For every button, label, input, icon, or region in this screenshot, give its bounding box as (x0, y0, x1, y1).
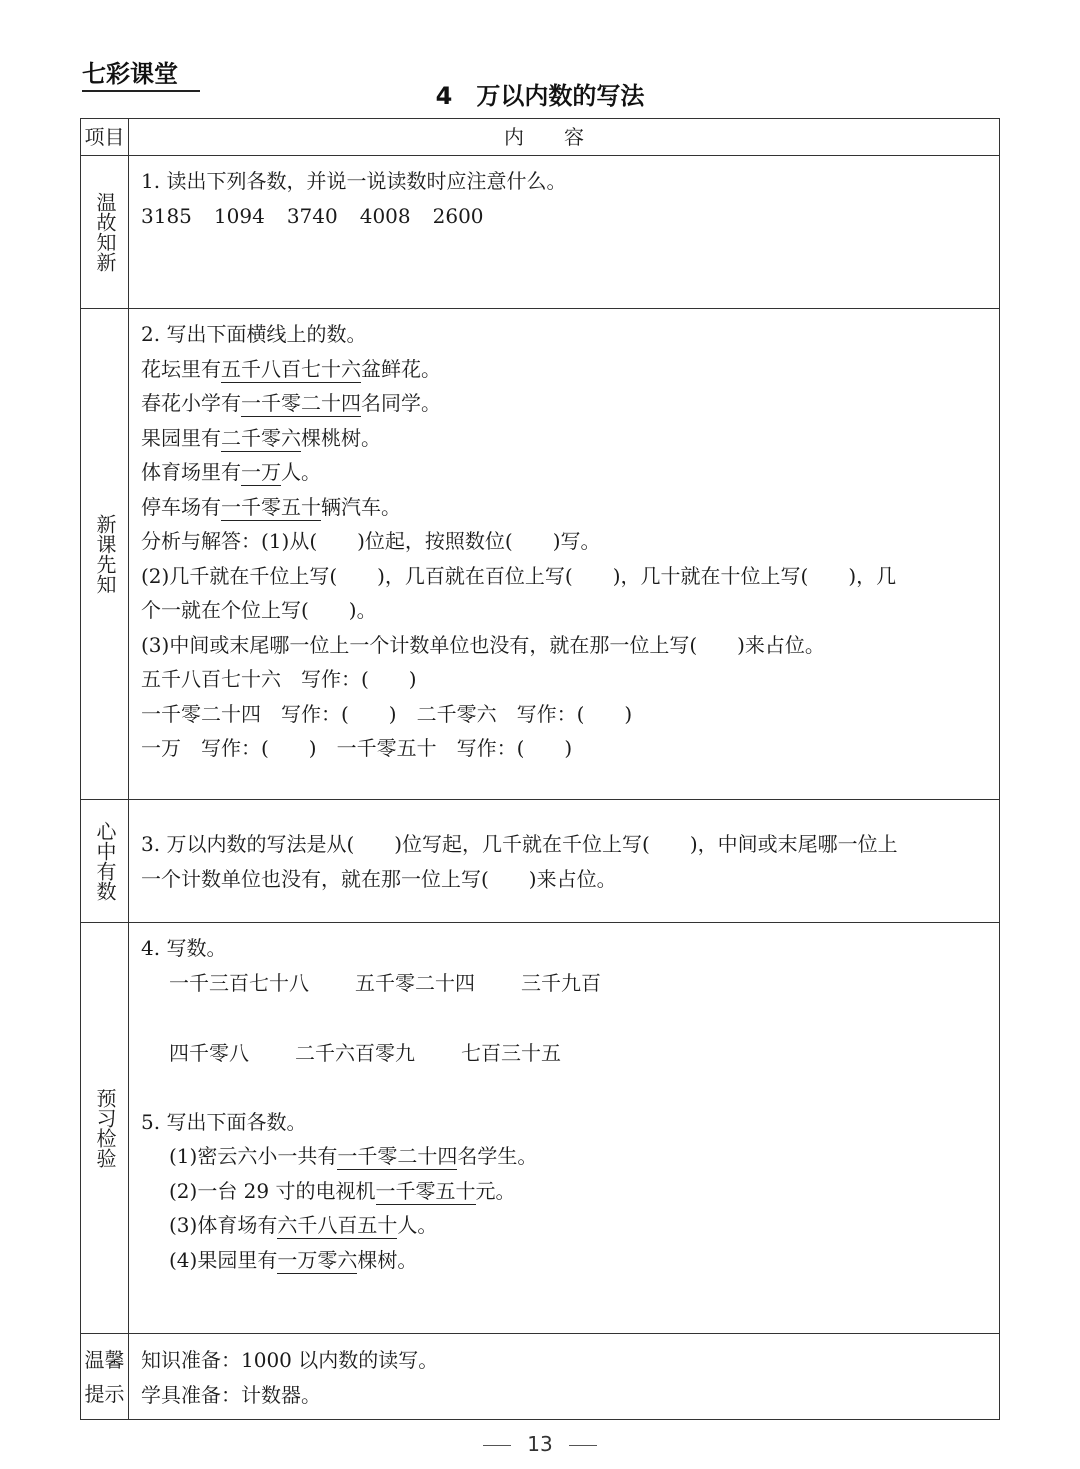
underlined-number: 一千零五十 (375, 1178, 476, 1203)
section-label: 温馨 提示 (81, 1334, 129, 1419)
item: (2)一台 29 寸的电视机一千零五十元。 (169, 1178, 516, 1203)
number-word: 五千零二十四 (355, 970, 475, 995)
section-content (129, 800, 999, 922)
number: 3740 (286, 203, 338, 228)
analysis-line: 一万 写作：( ) 一千零五十 写作：( ) (141, 736, 573, 760)
underlined-number: 一万零六 (277, 1247, 358, 1272)
number-word: 四千零八 (169, 1041, 249, 1065)
question-4: 4. 写数。 (141, 936, 227, 960)
number-word: 二千六百零九 (295, 1041, 415, 1065)
section-summary (81, 800, 999, 923)
number-word: 三千九百 (521, 970, 601, 995)
section-label: 心中有数 (81, 800, 129, 922)
number: 4008 (359, 203, 411, 228)
analysis-line: 一千零二十四 写作：( ) 二千零六 写作：( ) (141, 701, 633, 726)
item: (4)果园里有一万零六棵树。 (169, 1247, 418, 1272)
underlined-number: 六千八百五十 (277, 1213, 398, 1237)
question-5: 5. 写出下面各数。 (141, 1109, 307, 1134)
sentence: 停车场有一千零五十辆汽车。 (141, 494, 401, 519)
sentence: 体育场里有一万人。 (141, 460, 321, 484)
header-item: 项目 (81, 119, 129, 155)
underlined-number: 五千八百七十六 (221, 356, 361, 381)
section-label: 预习检验 (81, 923, 129, 1333)
table-header-row (81, 119, 999, 156)
question-1: 1. 读出下列各数，并说一说读数时应注意什么。 (141, 169, 567, 193)
item: (3)体育场有六千八百五十人。 (169, 1213, 438, 1237)
analysis-line: (2)几千就在千位上写( )，几百就在百位上写( )，几十就在十位上写( )，几 (141, 563, 897, 588)
sentence: 果园里有二千零六棵桃树。 (141, 425, 381, 450)
item: (1)密云六小一共有一千零二十四名学生。 (169, 1144, 538, 1168)
analysis-line: 个一就在个位上写( )。 (141, 598, 377, 622)
section-content (129, 1334, 999, 1419)
section-label: 新课先知 (81, 309, 129, 799)
section-content (129, 156, 999, 308)
page-number: 13 (0, 1432, 1080, 1456)
section-new-lesson (81, 309, 999, 800)
number: 2600 (432, 203, 484, 228)
tip-line: 学具准备：计数器。 (141, 1382, 321, 1407)
underlined-number: 一万 (241, 460, 281, 484)
number: 3185 (141, 203, 192, 228)
section-label: 温故知新 (81, 156, 129, 308)
section-review (81, 156, 999, 309)
write-number-row (141, 966, 989, 1001)
analysis-line: 五千八百七十六 写作：( ) (141, 667, 417, 691)
section-tips (81, 1334, 999, 1419)
summary-line: 一个计数单位也没有，就在那一位上写( )来占位。 (141, 866, 617, 891)
section-content (129, 309, 999, 799)
number-list (141, 199, 989, 234)
header-content: 内容 (504, 125, 624, 149)
underlined-number: 一千零二十四 (337, 1144, 458, 1168)
write-number-row (141, 1036, 989, 1071)
sentence: 花坛里有五千八百七十六盆鲜花。 (141, 356, 441, 381)
summary-line: 3. 万以内数的写法是从( )位写起，几千就在千位上写( )，中间或末尾哪一位上 (141, 832, 898, 856)
sentence: 春花小学有一千零二十四名同学。 (141, 391, 441, 415)
underlined-number: 一千零五十 (221, 494, 321, 519)
number-word: 七百三十五 (461, 1041, 561, 1065)
analysis-line: (3)中间或末尾哪一位上一个计数单位也没有，就在那一位上写( )来占位。 (141, 632, 825, 657)
underlined-number: 一千零二十四 (241, 391, 361, 415)
worksheet-table (80, 118, 1000, 1420)
analysis-line: 分析与解答：(1)从( )位起，按照数位( )写。 (141, 529, 601, 553)
underlined-number: 二千零六 (221, 425, 301, 450)
number-word: 一千三百七十八 (169, 970, 309, 995)
section-preview-check (81, 923, 999, 1334)
brand-text: 七彩课堂 (82, 60, 178, 88)
tip-line: 知识准备：1000 以内数的读写。 (141, 1348, 439, 1372)
question-2: 2. 写出下面横线上的数。 (141, 322, 367, 346)
number: 1094 (213, 203, 265, 228)
section-content (129, 923, 999, 1333)
page-title: 4 万以内数的写法 (435, 82, 645, 110)
